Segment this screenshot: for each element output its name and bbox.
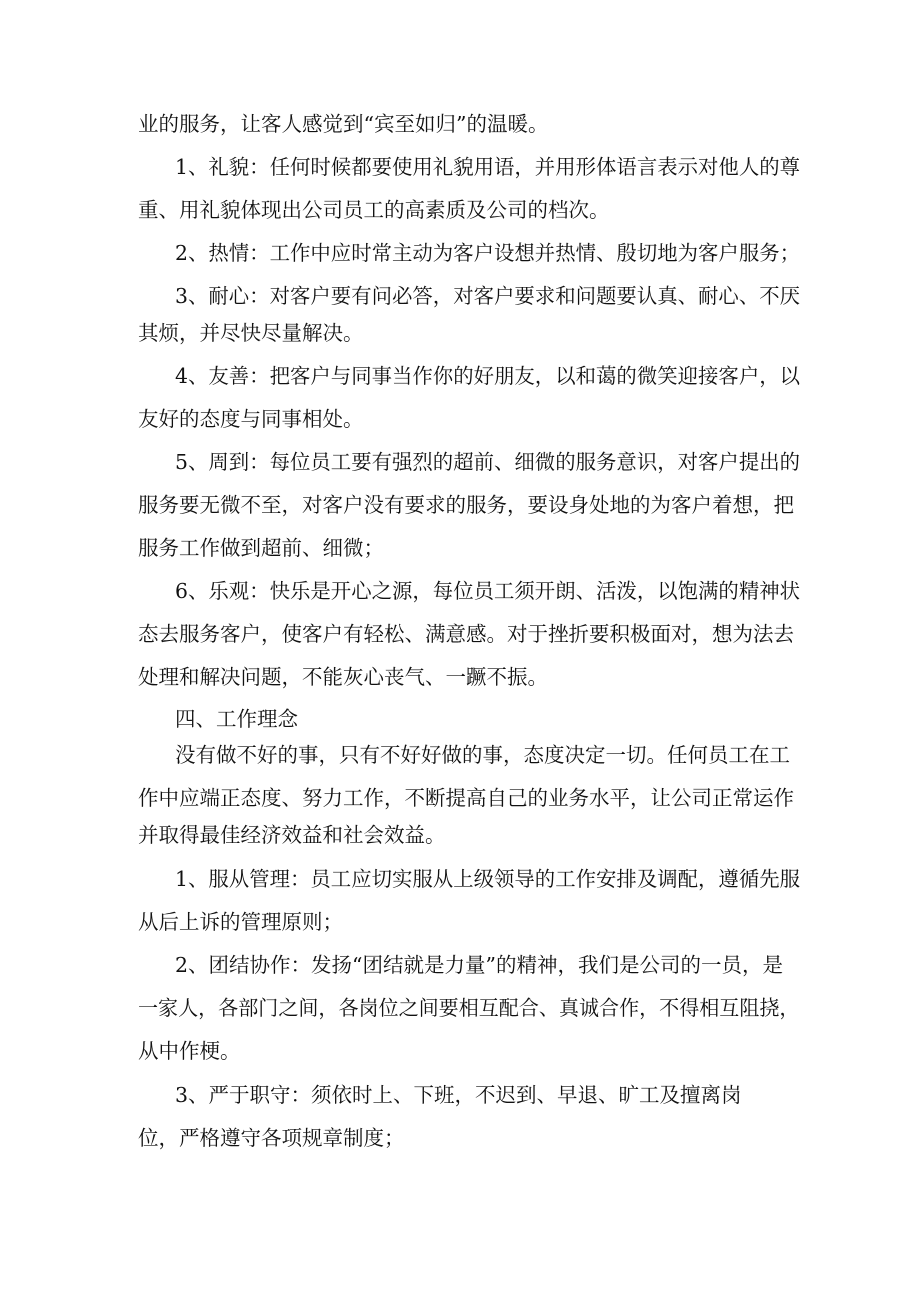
item-friendliness: 4、友善：把客户与同事当作你的好朋友，以和蔼的微笑迎接客户，以 [175,364,801,388]
section-heading-work-philosophy: 四、工作理念 [175,707,298,731]
item-patience: 3、耐心：对客户要有问必答，对客户要求和问题要认真、耐心、不厌 [175,284,801,308]
text-line-16: 没有做不好的事，只有不好好做的事，态度决定一切。任何员工在工 [175,743,790,767]
text-line-8: 友好的态度与同事相处。 [138,407,364,431]
item-enthusiasm: 2、热情：工作中应时常主动为客户设想并热情、殷切地为客户服务； [175,241,801,265]
text-line-22: 一家人，各部门之间，各岗位之间要相互配合、真诚合作，不得相互阻挠， [138,996,800,1020]
text-line-11: 服务工作做到超前、细微； [138,536,384,560]
text-line-14: 处理和解决问题，不能灰心丧气、一蹶不振。 [138,665,548,689]
item-courtesy: 1、礼貌：任何时候都要使用礼貌用语，并用形体语言表示对他人的尊 [175,155,801,179]
item-teamwork: 2、团结协作：发扬“团结就是力量”的精神，我们是公司的一员，是 [175,953,784,977]
text-line-23: 从中作梗。 [138,1039,241,1063]
item-duty: 3、严于职守：须依时上、下班，不迟到、早退、旷工及擅离岗 [175,1083,742,1107]
item-thoroughness: 5、周到：每位员工要有强烈的超前、细微的服务意识，对客户提出的 [175,450,801,474]
text-line-6: 其烦，并尽快尽量解决。 [138,321,364,345]
text-line-1: 业的服务，让客人感觉到“宾至如归”的温暖。 [138,112,549,136]
text-line-17: 作中应端正态度、努力工作，不断提高自己的业务水平，让公司正常运作 [138,786,794,810]
text-line-25: 位，严格遵守各项规章制度； [138,1126,405,1150]
text-line-20: 从后上诉的管理原则； [138,910,343,934]
text-line-13: 态去服务客户，使客户有轻松、满意感。对于挫折要积极面对，想为法去 [138,622,794,646]
text-line-18: 并取得最佳经济效益和社会效益。 [138,823,446,847]
item-obey-management: 1、服从管理：员工应切实服从上级领导的工作安排及调配，遵循先服 [175,867,801,891]
text-line-3: 重、用礼貌体现出公司员工的高素质及公司的档次。 [138,198,610,222]
text-line-10: 服务要无微不至，对客户没有要求的服务，要设身处地的为客户着想，把 [138,493,794,517]
item-optimism: 6、乐观：快乐是开心之源，每位员工须开朗、活泼，以饱满的精神状 [175,579,801,603]
